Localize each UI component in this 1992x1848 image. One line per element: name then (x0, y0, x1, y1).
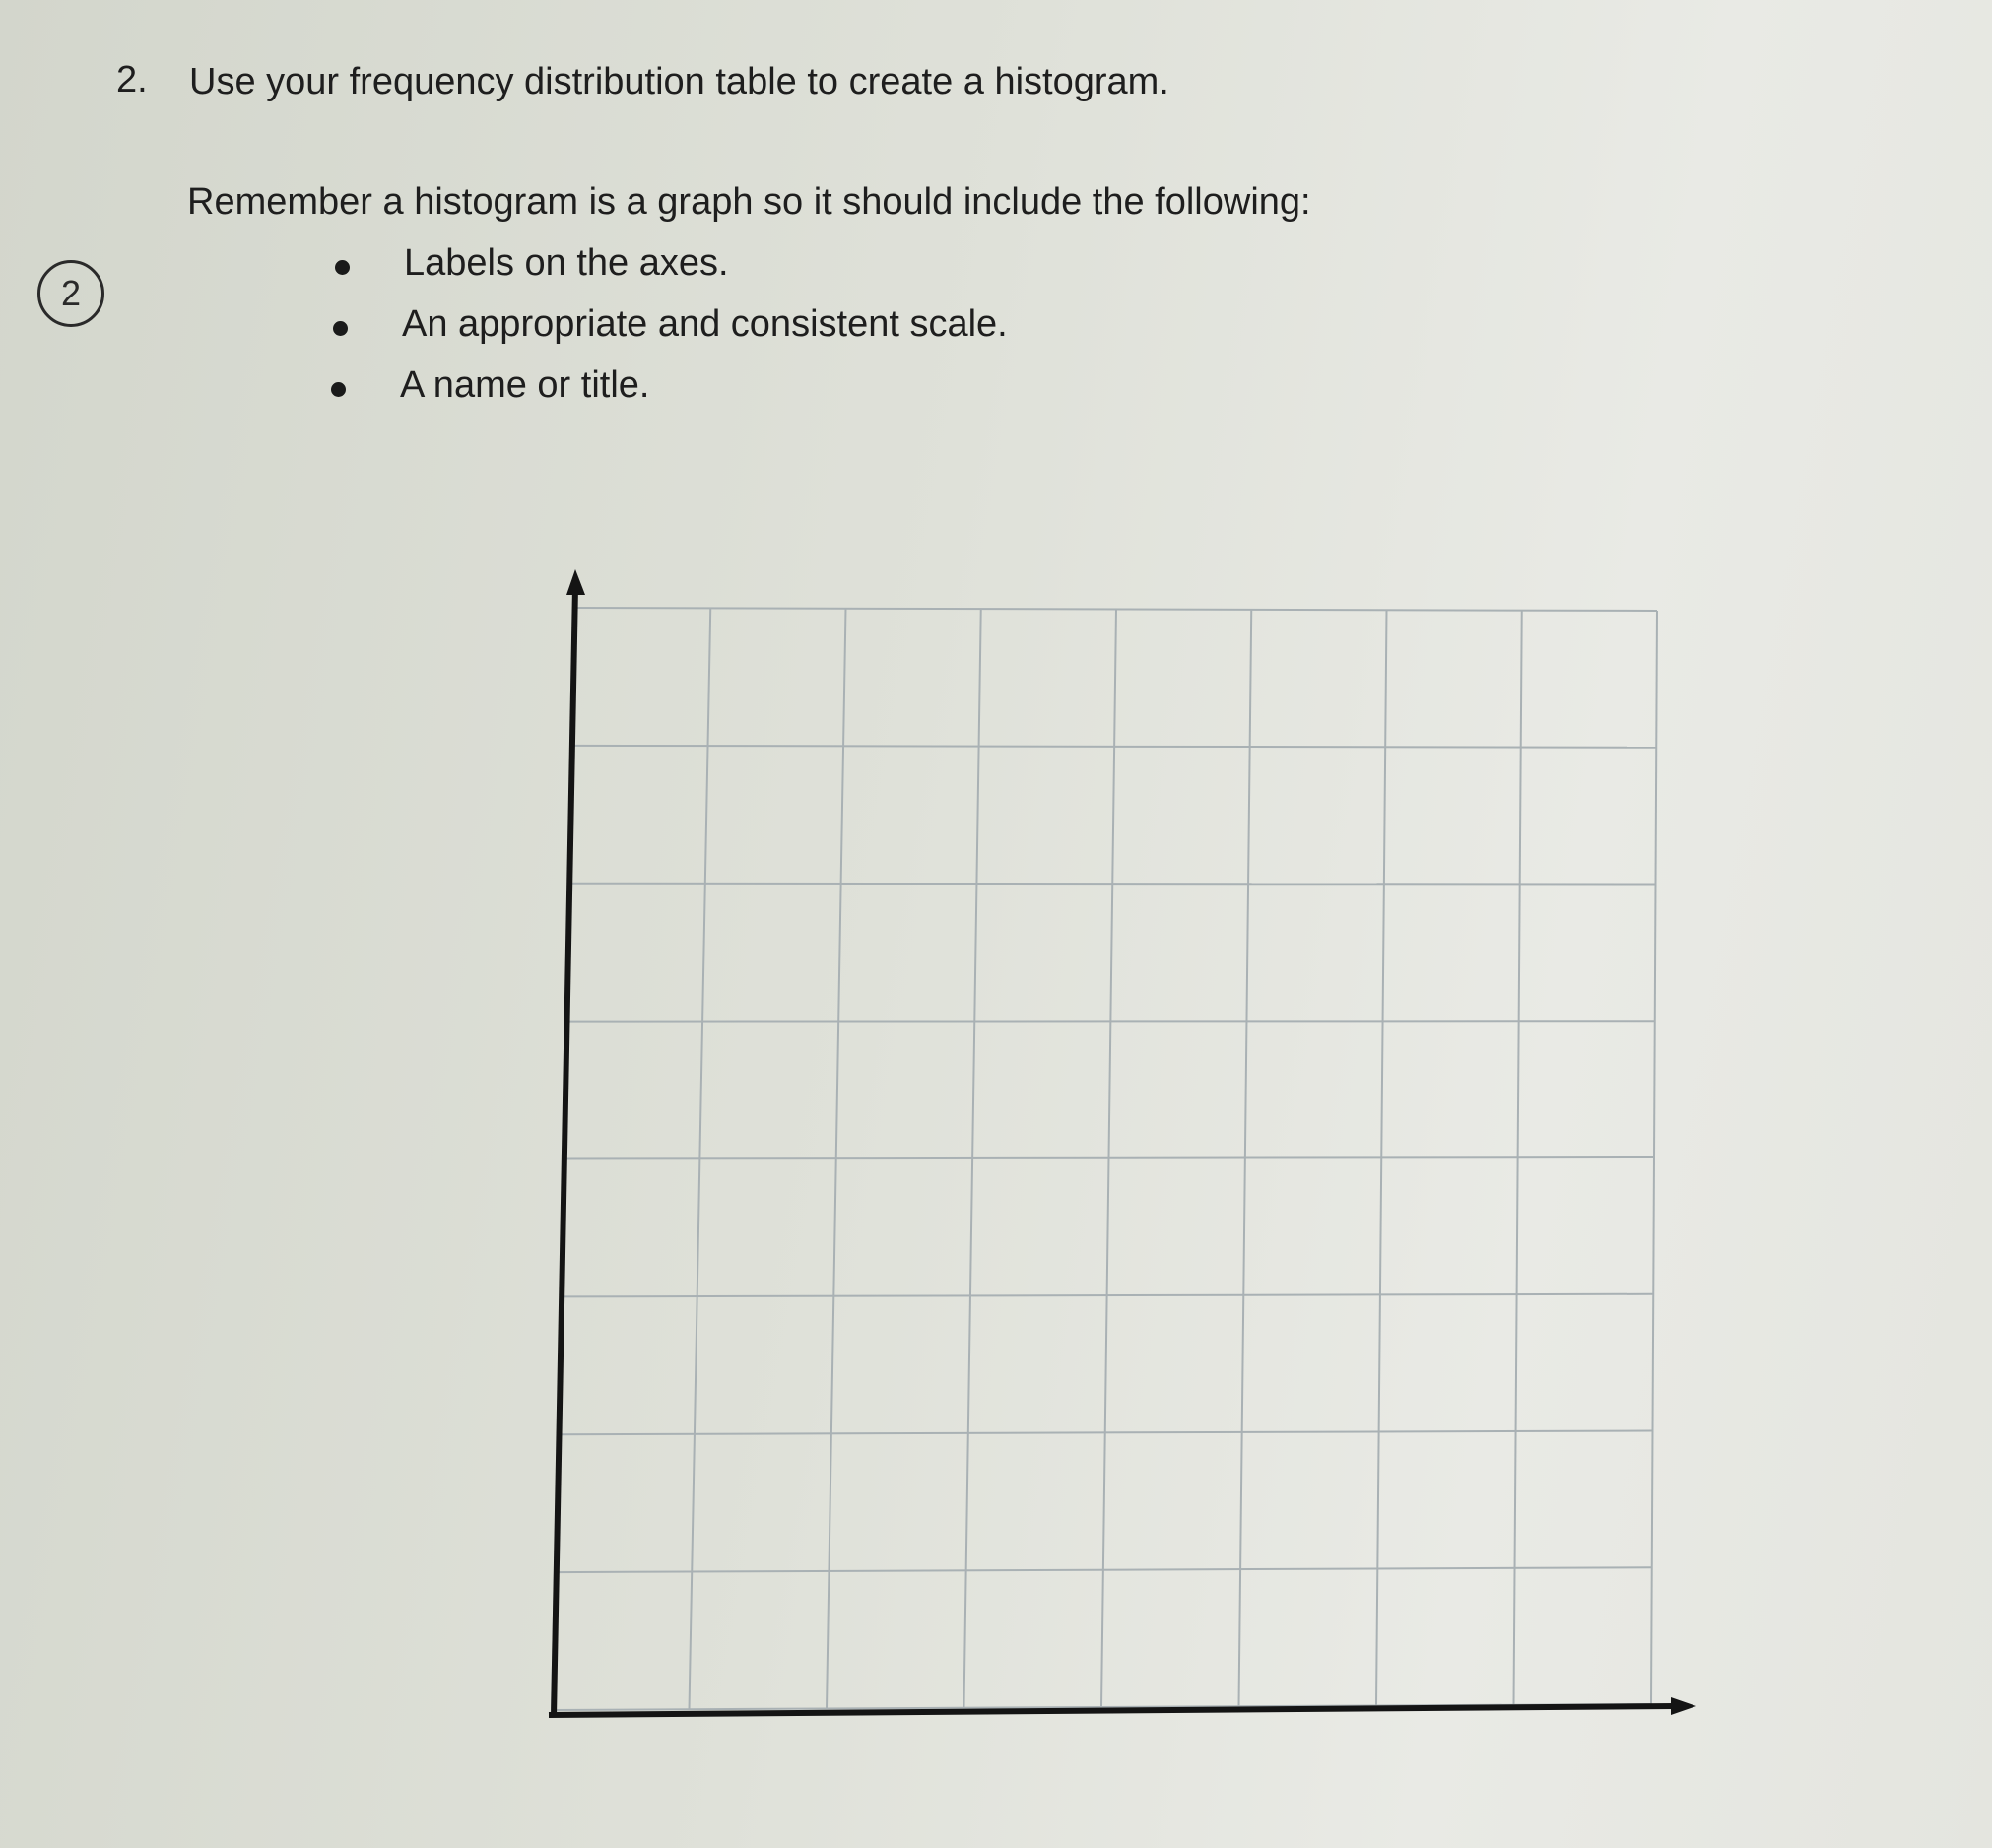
grid-horizontal-line (561, 1294, 1653, 1297)
requirement-title: A name or title. (400, 364, 650, 406)
question-text: Use your frequency distribution table to create a histogram. (189, 61, 1169, 102)
marks-value: 2 (60, 273, 82, 313)
x-axis-arrow-icon (1671, 1697, 1696, 1715)
grid-horizontal-line (569, 884, 1656, 885)
requirement-labels-on-axes: Labels on the axes. (404, 242, 729, 284)
grid-horizontal-line (564, 1157, 1654, 1159)
grid-horizontal-line (572, 746, 1656, 748)
y-axis-arrow-icon (566, 569, 585, 595)
requirement-consistent-scale: An appropriate and consistent scale. (402, 303, 1008, 345)
reminder-text: Remember a histogram is a graph so it should include the following: (187, 181, 1311, 223)
y-axis-line (554, 587, 575, 1716)
question-number: 2. (116, 59, 148, 100)
axes (549, 569, 1696, 1716)
grid-lines (552, 608, 1657, 1710)
